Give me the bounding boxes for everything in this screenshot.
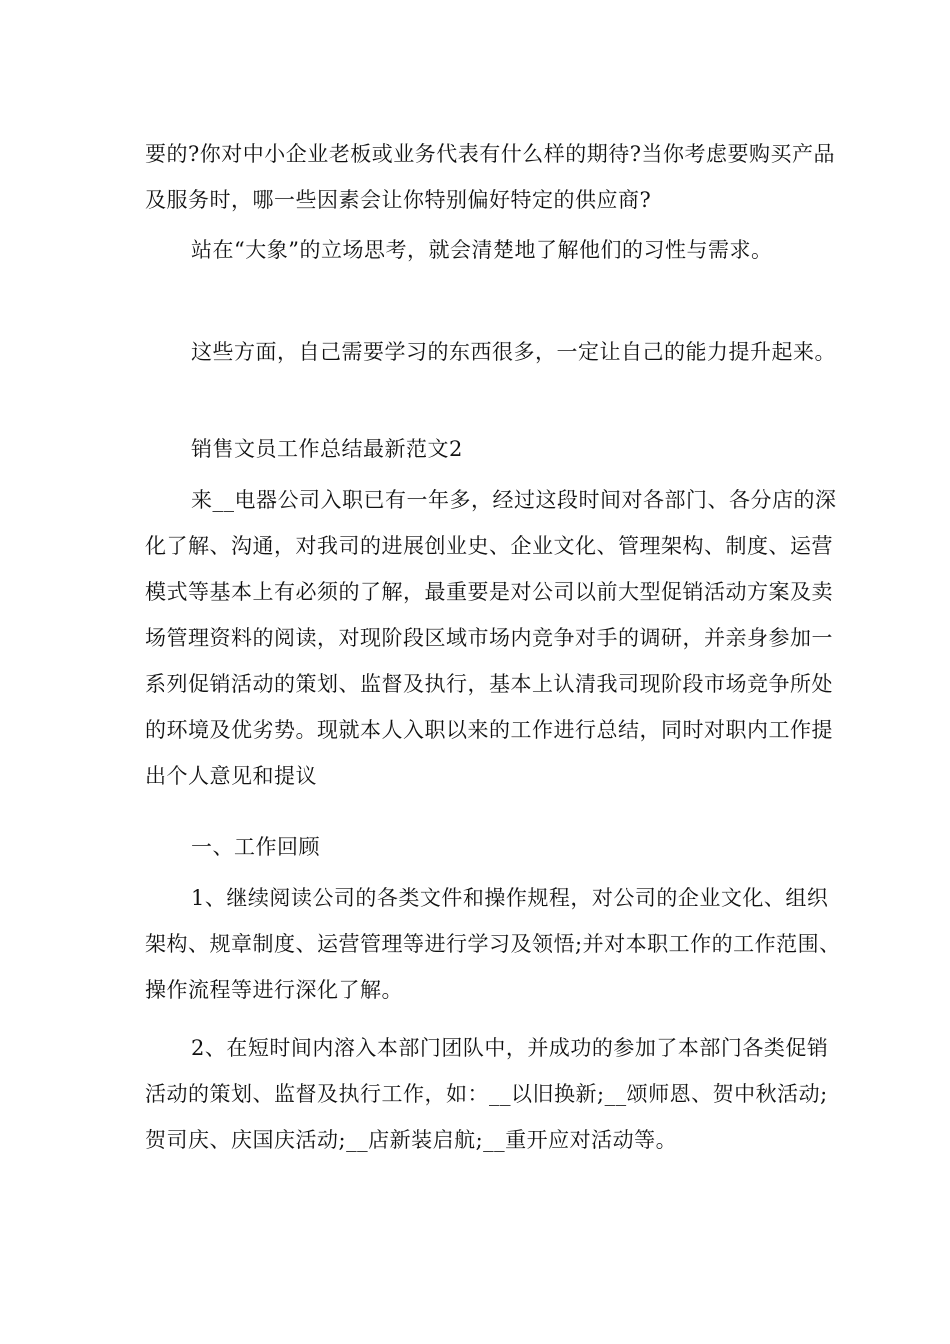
paragraph-item-1 [145, 875, 845, 1013]
subsection-heading: 一、工作回顾 [191, 835, 320, 859]
paragraph: 要的?你对中小企业老板或业务代表有什么样的期待?当你考虑要购买产品及服务时，哪一些因素会让你特别偏好特定的供应商? [145, 142, 836, 212]
paragraph-learning [145, 329, 845, 375]
section-title [145, 426, 845, 472]
paragraph: 站在“大象”的立场思考，就会清楚地了解他们的习性与需求。 [191, 238, 773, 262]
section-heading: 销售文员工作总结最新范文2 [191, 437, 463, 461]
subsection-title [145, 824, 845, 870]
paragraph: 来__电器公司入职已有一年多，经过这段时间对各部门、各分店的深化了解、沟通，对我司的进展创业史、企业文化、管理架构、制度、运营模式等基本上有必须的了解，最重要是对公司以前大型促销活动方案及卖场管理资料的阅读，对现阶段区域市场内竞争对手的调研，并亲身参加一系列促销活动的策划、监督及执行，基本上认清我司现阶段市场竞争所处的环境及优劣势。现就本人入职以来的工作进行总结，同时对职内工作提出个人意见和提议 [145, 488, 837, 788]
list-item: 1、继续阅读公司的各类文件和操作规程，对公司的企业文化、组织架构、规章制度、运营管理等进行学习及领悟;并对本职工作的工作范围、操作流程等进行深化了解。 [145, 886, 841, 1002]
paragraph-elephant [145, 227, 845, 273]
list-item: 2、在短时间内溶入本部门团队中，并成功的参加了本部门各类促销活动的策划、监督及执行工作，如：__以旧换新;__颂师恩、贺中秋活动;贺司庆、庆国庆活动;__店新装启航;__重开应对活动等。 [145, 1036, 829, 1152]
paragraph-continuation [145, 131, 845, 223]
paragraph-item-2 [145, 1025, 845, 1163]
paragraph: 这些方面，自己需要学习的东西很多，一定让自己的能力提升起来。 [191, 340, 836, 364]
paragraph-intro [145, 477, 845, 799]
